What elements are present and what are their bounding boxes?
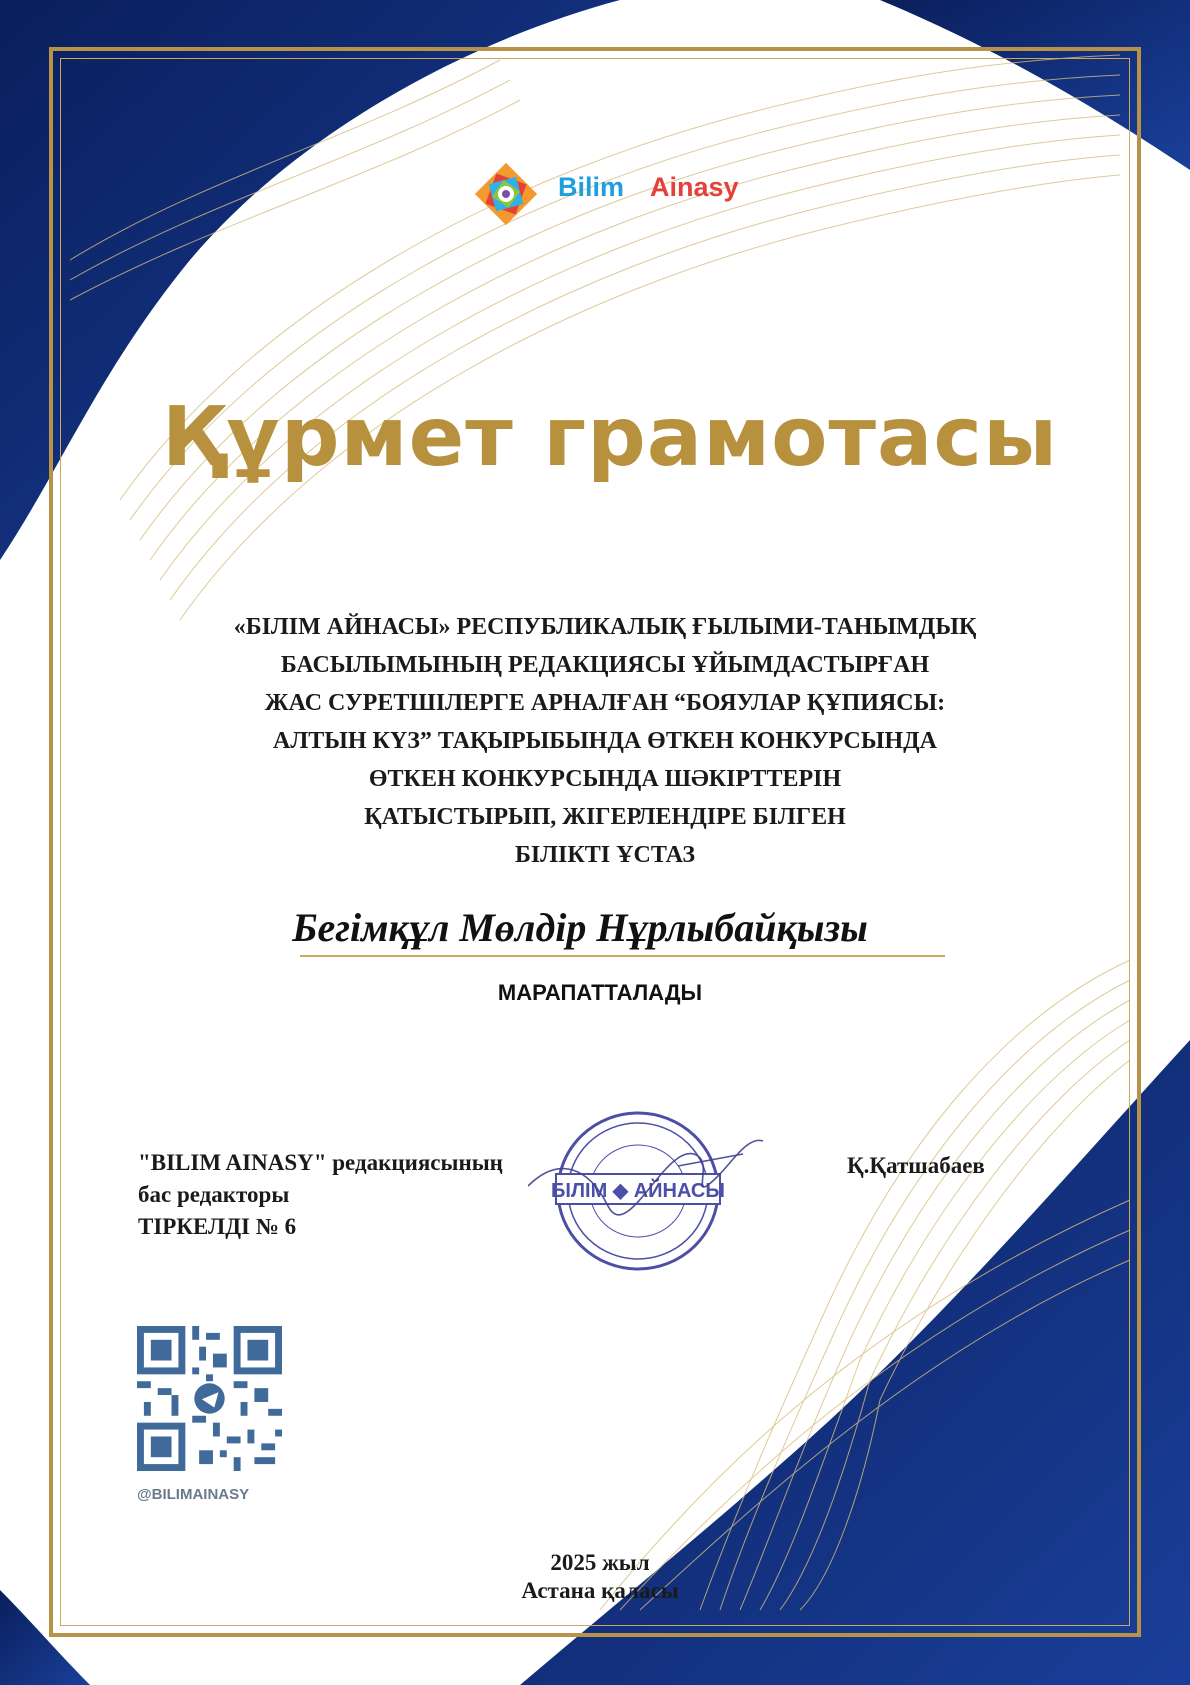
stamp-text: БІЛІМ ◆ АЙНАСЫ: [551, 1180, 725, 1202]
social-handle: @BILIMAINASY: [137, 1486, 250, 1503]
editor-org-line: "BILIM AINASY" редакциясының: [138, 1150, 503, 1175]
description-line: АЛТЫН КҮЗ” ТАҚЫРЫБЫНДА ӨТКЕН КОНКУРСЫНДА: [273, 728, 937, 754]
issue-year: 2025 жыл: [550, 1550, 650, 1575]
description-line: «БІЛІМ АЙНАСЫ» РЕСПУБЛИКАЛЫҚ ҒЫЛЫМИ-ТАНЫМДЫҚ: [233, 614, 977, 640]
description-line: БАСЫЛЫМЫНЫҢ РЕДАКЦИЯСЫ ҰЙЫМДАСТЫРҒАН: [280, 652, 930, 678]
official-stamp: [528, 1096, 768, 1286]
logo-word-bilim: Bilim: [558, 172, 625, 202]
description-line: БІЛІКТІ ҰСТАЗ: [514, 842, 696, 868]
registration-number: ТІРКЕЛДІ № 6: [138, 1214, 297, 1239]
logo-mark-icon: [470, 158, 542, 230]
editor-title-line: бас редакторы: [138, 1182, 290, 1207]
description-line: ЖАС СУРЕТШІЛЕРГЕ АРНАЛҒАН “БОЯУЛАР ҚҰПИЯСЫ:: [264, 690, 946, 716]
description-line: ҚАТЫСТЫРЫП, ЖІГЕРЛЕНДІРЕ БІЛГЕН: [364, 804, 846, 830]
name-underline: [300, 955, 945, 957]
qr-code[interactable]: [137, 1326, 282, 1471]
award-description: [120, 608, 1090, 874]
description-line: ӨТКЕН КОНКУРСЫНДА ШӘКІРТТЕРІН: [368, 766, 842, 792]
logo-word-ainasy: Ainasy: [650, 172, 739, 202]
signer-name: Қ.Қатшабаев: [847, 1153, 985, 1178]
issue-city: Астана қаласы: [521, 1578, 679, 1603]
awarded-label: МАРАПАТТАЛАДЫ: [497, 980, 703, 1005]
bilim-ainasy-logo: [470, 158, 790, 230]
certificate-title: Құрмет грамотасы: [161, 390, 1059, 485]
recipient-name: Бегімқұл Мөлдір Нұрлыбайқызы: [292, 905, 868, 950]
